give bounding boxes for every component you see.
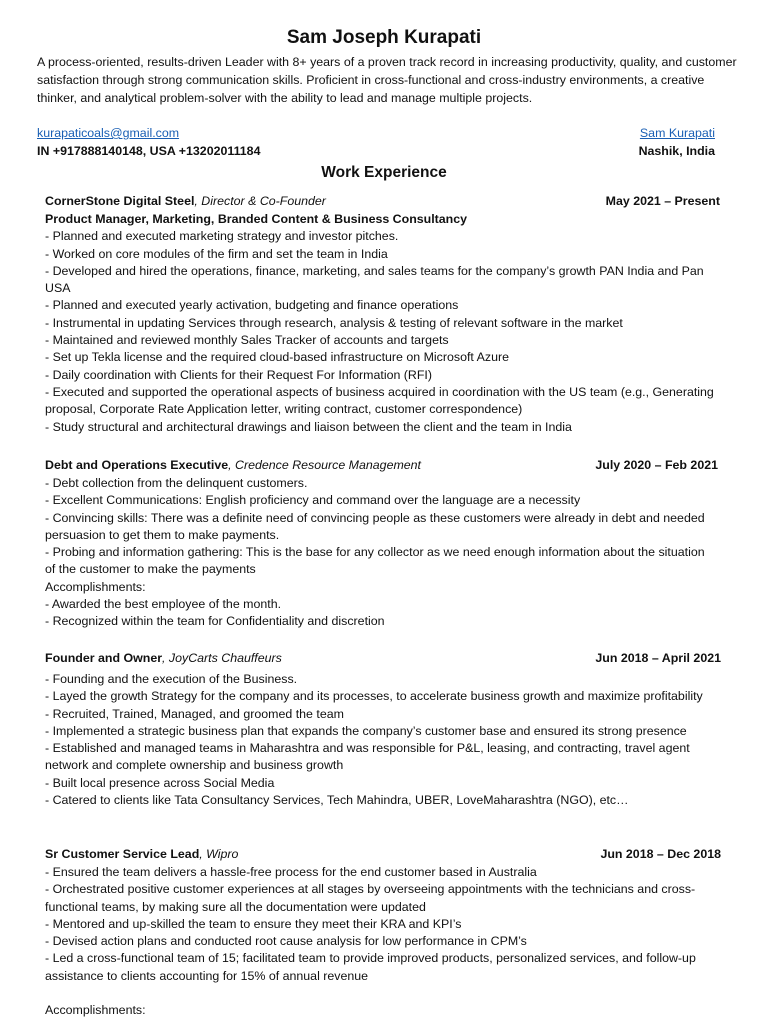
profile-link[interactable]: Sam Kurapati bbox=[639, 126, 715, 140]
blank-line bbox=[45, 985, 731, 1002]
job-bullet: - Debt collection from the delinquent customers. bbox=[45, 476, 308, 490]
job-bullet: - Planned and executed yearly activation, budgeting and finance operations bbox=[45, 298, 459, 313]
job-bullet: - Daily coordination with Clients for their Request For Information (RFI) bbox=[45, 367, 433, 382]
job-header bbox=[45, 193, 720, 211]
job-company: , JoyCarts Chauffeurs bbox=[162, 651, 282, 665]
job-bullet: - Awarded the best employee of the month. bbox=[45, 597, 282, 612]
job-header bbox=[45, 650, 721, 668]
professional-summary: A process-oriented, results-driven Leader with 8+ years of a proven track record in increasing productivity, quality, and customer satisfaction through strong communication skills. Proficient in cross-functional and cross-industry environments, a creative thinker, and analytical problem-solver with the ability to lead and manage multiple projects. bbox=[37, 55, 737, 105]
job-entry bbox=[45, 846, 731, 1019]
job-bullet: - Maintained and reviewed monthly Sales Tracker of accounts and targets bbox=[45, 333, 449, 348]
job-bullet: - Probing and information gathering: This is the base for any collector as we need enough information about the situation of the customer to make the payments bbox=[45, 545, 705, 577]
job-title: Sr Customer Service Lead bbox=[45, 847, 200, 861]
job-subtitle: Product Manager, Marketing, Branded Content & Business Consultancy bbox=[45, 212, 468, 226]
job-bullet: - Catered to clients like Tata Consultancy Services, Tech Mahindra, UBER, LoveMaharashtra (NGO), etc… bbox=[45, 793, 629, 808]
job-title: Debt and Operations Executive bbox=[45, 458, 229, 472]
job-bullet: - Executed and supported the operational aspects of business acquired in coordination with the US team (e.g., Generating proposal, Corporate Rate Application letter, writing contract, customer correspondence) bbox=[45, 384, 714, 417]
contact-row-details bbox=[37, 143, 715, 160]
job-bullet: - Set up Tekla license and the required cloud-based infrastructure on Microsoft Azure bbox=[45, 350, 509, 365]
job-bullet: - Instrumental in updating Services through research, analysis & testing of relevant software in the market bbox=[45, 315, 623, 330]
job-company: , Wipro bbox=[199, 847, 239, 861]
job-bullet: - Recruited, Trained, Managed, and groomed the team bbox=[45, 706, 344, 721]
job-bullet: - Founding and the execution of the Business. bbox=[45, 672, 298, 686]
candidate-name: Sam Joseph Kurapati bbox=[286, 27, 482, 48]
location: Nashik, India bbox=[638, 144, 715, 158]
accomplishments-label: Accomplishments: bbox=[45, 579, 146, 594]
job-bullet: - Mentored and up-skilled the team to ensure they meet their KRA and KPI’s bbox=[45, 916, 462, 931]
job-bullet: - Worked on core modules of the firm and set the team in India bbox=[45, 246, 388, 261]
job-bullet: - Orchestrated positive customer experiences at all stages by overseeing appointments with the technicians and cross-functional teams, by making sure all the documentation were updated bbox=[45, 882, 696, 914]
job-dates: Jun 2018 – Dec 2018 bbox=[600, 847, 721, 861]
job-bullet: - Devised action plans and conducted root cause analysis for low performance in CPM’s bbox=[45, 934, 527, 949]
job-entry bbox=[45, 193, 720, 436]
job-title: CornerStone Digital Steel bbox=[45, 194, 195, 208]
accomplishments-label: Accomplishments: bbox=[45, 1003, 146, 1018]
job-bullet: - Led a cross-functional team of 15; facilitated team to provide improved products, personalized services, and follow-up assistance to clients accounting for 15% of annual revenue bbox=[45, 951, 696, 983]
job-bullet: - Implemented a strategic business plan that expands the company’s customer base and ensured its strong presence bbox=[45, 723, 687, 738]
phone-numbers: IN +917888140148, USA +13202011184 bbox=[37, 144, 261, 158]
job-bullet: - Convincing skills: There was a definite need of convincing people as these customers were already in debt and needed persuasion to get them to make payments. bbox=[45, 510, 705, 542]
work-experience-heading: Work Experience bbox=[321, 164, 447, 181]
job-bullet: - Planned and executed marketing strategy and investor pitches. bbox=[45, 229, 399, 244]
email-link[interactable]: kurapaticoals@gmail.com bbox=[37, 126, 180, 140]
job-bullet: - Study structural and architectural drawings and liaison between the client and the team in India bbox=[45, 419, 572, 434]
job-bullet: - Excellent Communications: English proficiency and command over the language are a necessity bbox=[45, 493, 581, 508]
job-dates: May 2021 – Present bbox=[605, 194, 720, 208]
contact-row-links bbox=[37, 125, 715, 142]
job-bullet: - Built local presence across Social Media bbox=[45, 775, 275, 790]
job-header bbox=[45, 846, 731, 864]
job-header bbox=[45, 457, 718, 475]
job-entry bbox=[45, 457, 718, 631]
job-company: , Director & Co-Founder bbox=[194, 194, 326, 208]
job-entry bbox=[45, 650, 721, 809]
job-company: , Credence Resource Management bbox=[228, 458, 422, 472]
job-bullet: - Recognized within the team for Confidentiality and discretion bbox=[45, 614, 385, 629]
job-bullet: - Developed and hired the operations, finance, marketing, and sales teams for the company’s growth PAN India and Pan USA bbox=[45, 263, 704, 296]
job-bullet: - Layed the growth Strategy for the company and its processes, to accelerate business growth and maximize profitability bbox=[45, 689, 703, 704]
job-dates: Jun 2018 – April 2021 bbox=[595, 651, 721, 665]
job-bullet: - Ensured the team delivers a hassle-free process for the end customer based in Australia bbox=[45, 865, 537, 879]
job-title: Founder and Owner bbox=[45, 651, 163, 665]
job-dates: July 2020 – Feb 2021 bbox=[595, 458, 718, 472]
job-bullet: - Established and managed teams in Maharashtra and was responsible for P&L, leasing, and contracting, travel agent network and complete ownership and business growth bbox=[45, 741, 690, 773]
